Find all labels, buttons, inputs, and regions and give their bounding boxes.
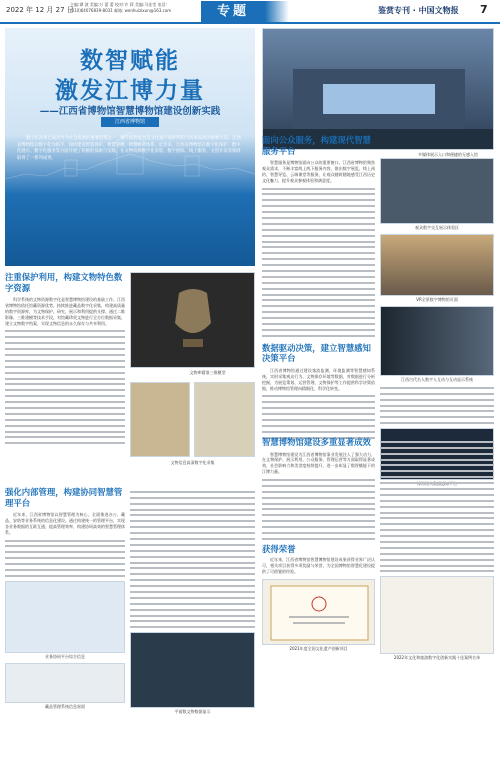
section-b-right-lines xyxy=(130,491,255,628)
photo-entrance xyxy=(262,28,494,150)
section-e-title: 智慧博物馆建设多重显著成效 xyxy=(262,437,371,447)
caption-photo12: 2022年文化和旅游数字化创新实践十佳案例名单 xyxy=(393,655,481,661)
certificate-icon xyxy=(263,580,375,645)
column-bottom-a xyxy=(5,487,125,710)
column-bottom-b xyxy=(130,487,255,715)
section-c-right-lines xyxy=(380,387,494,424)
column-title: 鉴赏专刊 · 中国文物报 xyxy=(378,6,459,15)
section-e-text-lines xyxy=(262,479,375,540)
section-c-text-lines xyxy=(262,188,375,337)
section-a-text-lines xyxy=(5,330,125,444)
column-bottom-r1 xyxy=(262,437,375,652)
section-b-body: 近年来，江西省博物馆以智慧管理为核心，全面推进办公、藏品、安防等业务系统的信息化建设。通过构建统一的管理平台，实现各业务数据的互联互通，提高管理效率，构建协同高效的智慧管理体系。 xyxy=(5,512,125,535)
caption-photo7: 平面数文物数据显示 xyxy=(174,709,211,715)
hero-intro: 数字化改革已成为当今社会发展的重要趋势之一，数字化转型也是文化遗产保护利用与传承发展的重要方向。江西省博物馆以数字化为抓手，加快建设智慧保护、智慧管理、智慧服务体系。近年来，江西省博物馆在数字化保护、数字化展示、数字化服务等方面开展了积极的探索与实践，在文物资源数字化采集、数字展陈、线上服务、文创开发等领域取得了一系列成果。 xyxy=(17,136,241,161)
caption-photo8: 业务协同平台综合信息 xyxy=(45,653,85,659)
section-a-body: 科学系统的文物资源数字化是智慧博物馆建设的基础工作。江西省博物馆依托馆藏资源优势，持续推进藏品数字化采集，构建高质量的数字资源库，为文物保护、研究、展示和利用提供支撑。通过二维影像、三维建模等技术手段，对馆藏珍贵文物进行全方位数据采集，建立文物数字档案，实现文物信息的永久保存与共享利用。 xyxy=(5,297,125,326)
caption-photo11: 2021年度全国文化遗产创新项目 xyxy=(289,646,348,652)
photo-artifact-3d xyxy=(130,272,255,368)
photo-collection-system xyxy=(5,663,125,703)
section-d-body: 江西省博物馆通过建设客流监测、环境监测等智慧感知系统，实时采集观众行为、文物保存环境等数据，对数据进行分析挖掘，为展览策划、运营管理、文物保护等工作提供科学决策依据，推动博物馆管理向精细化、科学化转变。 xyxy=(262,367,375,391)
photo-map-screen xyxy=(130,632,255,708)
hero-byline: 江西省博物馆 xyxy=(101,117,159,127)
caption-photo5: 文物库精准三维模型 xyxy=(189,370,226,375)
caption-photo1: 多媒体展示入口和便捷的无感入馆 xyxy=(418,152,478,157)
photo-interaction-zone xyxy=(380,158,494,224)
photo-vr-museum xyxy=(380,234,494,296)
hero-banner xyxy=(5,28,255,266)
section-e-body: 智慧博物馆建设为江西省博物馆事业发展注入了强大动力，在文物保护、展示利用、公众服务、管理运营等方面取得显著成效，社会影响力和美誉度持续提升，进一步彰显了数智赋能下的江博力量。 xyxy=(262,451,375,475)
hero-subtitle: ——江西省博物馆智慧博物馆建设创新实践 xyxy=(39,106,221,117)
section-e-right-lines xyxy=(380,441,494,573)
photo-certificate xyxy=(262,579,375,645)
section-b-text-lines xyxy=(5,540,125,577)
photo-painting-right xyxy=(194,382,255,457)
column-right-2 xyxy=(262,135,375,442)
section-d-text-lines xyxy=(262,395,375,438)
section-f-body: 近年来，江西省博物馆智慧博物馆建设成果获得业界广泛认可，相关项目获得多项奖励与荣誉，为全国博物馆智慧化建设提供了可借鉴的经验。 xyxy=(262,557,375,575)
hero-title-line2: 激发江博力量 xyxy=(55,78,205,104)
vessel-icon xyxy=(131,273,255,368)
building-icon xyxy=(263,29,494,150)
section-a-title: 注重保护利用，构建文物特色数字资源 xyxy=(5,272,123,293)
section-b-title: 强化内部管理，构建协同智慧管理平台 xyxy=(5,487,123,508)
section-label: 专题 xyxy=(201,1,265,22)
caption-photo2: 观众数字交互展示体验区 xyxy=(415,225,459,230)
column-bottom-r2 xyxy=(380,437,494,661)
caption-photo3: VR全景数字博物馆页面 xyxy=(416,297,458,302)
photo-award-list xyxy=(380,576,494,654)
photo-digital-human xyxy=(380,306,494,376)
caption-photo9: 藏品管理系统信息界面 xyxy=(45,703,85,709)
caption-photo6: 文物信息高清数字化采集 xyxy=(170,460,215,465)
section-c-title: 面向公众服务，构建现代智慧服务平台 xyxy=(262,135,371,156)
hero-title-line1: 数智赋能 xyxy=(80,48,180,74)
section-c-body: 智慧服务是博物馆面向公众的重要窗口。江西省博物馆聚焦观众需求，不断丰富线上线下服务内容，推出数字展览、线上预约、智慧导览、云端课堂等服务，让观众随时随地感受江西历史文化魅力，提升观众参观体验和满意度。 xyxy=(262,160,375,183)
page-number: 7 xyxy=(480,3,488,16)
caption-photo4: 江西古代名人数字人互动与互动显示系统 xyxy=(401,377,473,382)
page-header xyxy=(0,0,500,24)
section-label-fade xyxy=(265,1,289,22)
section-f-title: 获得荣誉 xyxy=(262,543,296,554)
issue-date: 2022 年 12 月 27 日 xyxy=(6,6,74,14)
editor-meta: 主编:谭 波 美编:万 蕾 蕾 校对:许 莉 美编:马佳莹 电话: (010)64076839-8031 邮箱: wenhuizixun@163.com xyxy=(70,2,172,13)
photo-painting-left xyxy=(130,382,190,457)
column-a xyxy=(5,272,125,448)
photo-workflow-platform xyxy=(5,581,125,653)
section-d-title: 数据驱动决策，建立智慧感知决策平台 xyxy=(262,342,371,364)
